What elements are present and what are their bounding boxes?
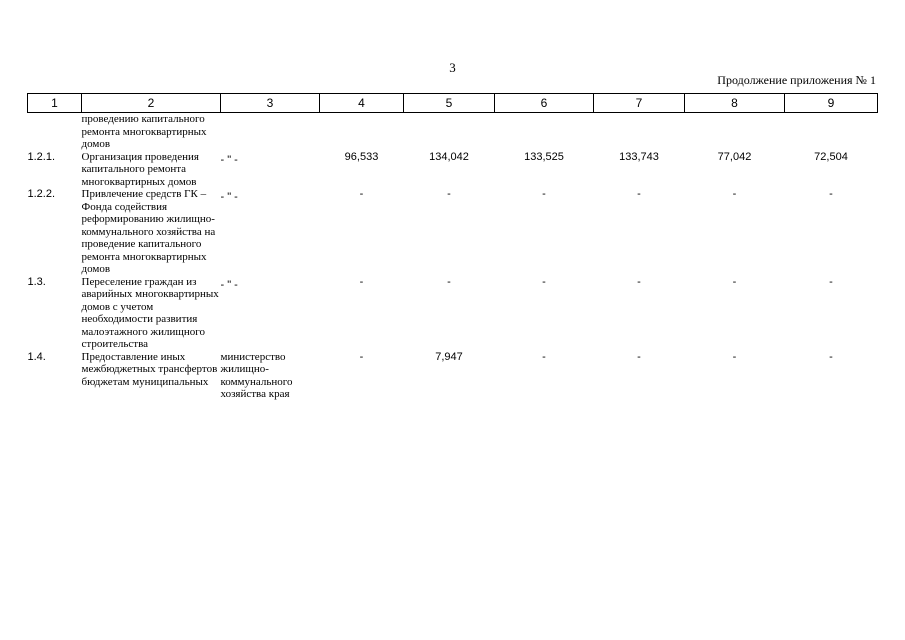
row-value: - [542, 350, 546, 363]
column-header: 9 [785, 94, 878, 113]
row-value: - [447, 275, 451, 288]
row-value: - [637, 350, 641, 363]
row-number: 1.3. [27, 275, 46, 288]
row-value [785, 113, 878, 151]
row-number: 1.2.2. [27, 188, 56, 200]
row-value: - [829, 188, 833, 200]
row-value [404, 113, 495, 151]
row-value: 96,533 [344, 150, 379, 163]
table-row [28, 351, 878, 401]
program-table [27, 93, 878, 401]
row-name: Привлечение средств ГК – Фонда содействия реформированию жилищно-коммунального хозяйства на проведение капитального ремонта многоквартирных домов [81, 188, 216, 275]
row-value: 133,525 [524, 150, 564, 163]
column-header: 5 [404, 94, 495, 113]
row-executor [221, 113, 320, 151]
row-executor: - " - [220, 191, 238, 203]
row-value [495, 113, 594, 151]
page-number: 3 [449, 60, 456, 75]
row-executor: - " - [220, 278, 238, 291]
table-row [28, 188, 878, 276]
column-header: 2 [82, 94, 221, 113]
appendix-note: Продолжение приложения № 1 [717, 73, 876, 87]
column-header: 8 [685, 94, 785, 113]
row-executor: - " - [220, 153, 238, 166]
column-header: 3 [221, 94, 320, 113]
row-number: 1.2.1. [27, 150, 56, 163]
row-name: Предоставление иных межбюджетных трансфертов бюджетам муниципальных [81, 350, 218, 388]
row-value: 7,947 [435, 350, 463, 363]
row-value [594, 113, 685, 151]
column-header: 4 [320, 94, 404, 113]
table-row [28, 113, 878, 151]
row-name: Организация проведения капитального ремонта многоквартирных домов [81, 150, 199, 188]
table-row [28, 151, 878, 189]
row-value: - [447, 188, 451, 200]
column-number-row [28, 94, 878, 113]
row-value: - [637, 275, 641, 288]
table-row [28, 276, 878, 351]
row-value: 133,743 [619, 150, 659, 163]
row-value: - [829, 275, 833, 288]
row-value: - [359, 350, 364, 363]
row-name: проведению капитального ремонта многоквартирных домов [81, 113, 207, 150]
column-header: 7 [594, 94, 685, 113]
row-value: - [829, 350, 833, 363]
row-value: - [542, 275, 546, 288]
row-value: - [732, 275, 737, 288]
column-header: 6 [495, 94, 594, 113]
row-number [28, 113, 82, 151]
row-value: - [542, 188, 546, 200]
row-number: 1.4. [27, 350, 46, 363]
row-value: 72,504 [814, 150, 848, 163]
row-value: - [732, 350, 737, 363]
row-value: - [359, 275, 364, 288]
row-value: - [732, 188, 737, 200]
row-value [320, 113, 404, 151]
row-value: - [637, 188, 641, 200]
row-value: 77,042 [717, 150, 752, 163]
row-value [685, 113, 785, 151]
row-executor: министерство жилищно-коммунального хозяйства края [220, 350, 293, 400]
column-header: 1 [28, 94, 82, 113]
row-value: - [359, 188, 364, 200]
row-name: Переселение граждан из аварийных многоквартирных домов с учетом необходимости развития малоэтажного жилищного строительства [81, 275, 219, 350]
row-value: 134,042 [429, 150, 469, 163]
